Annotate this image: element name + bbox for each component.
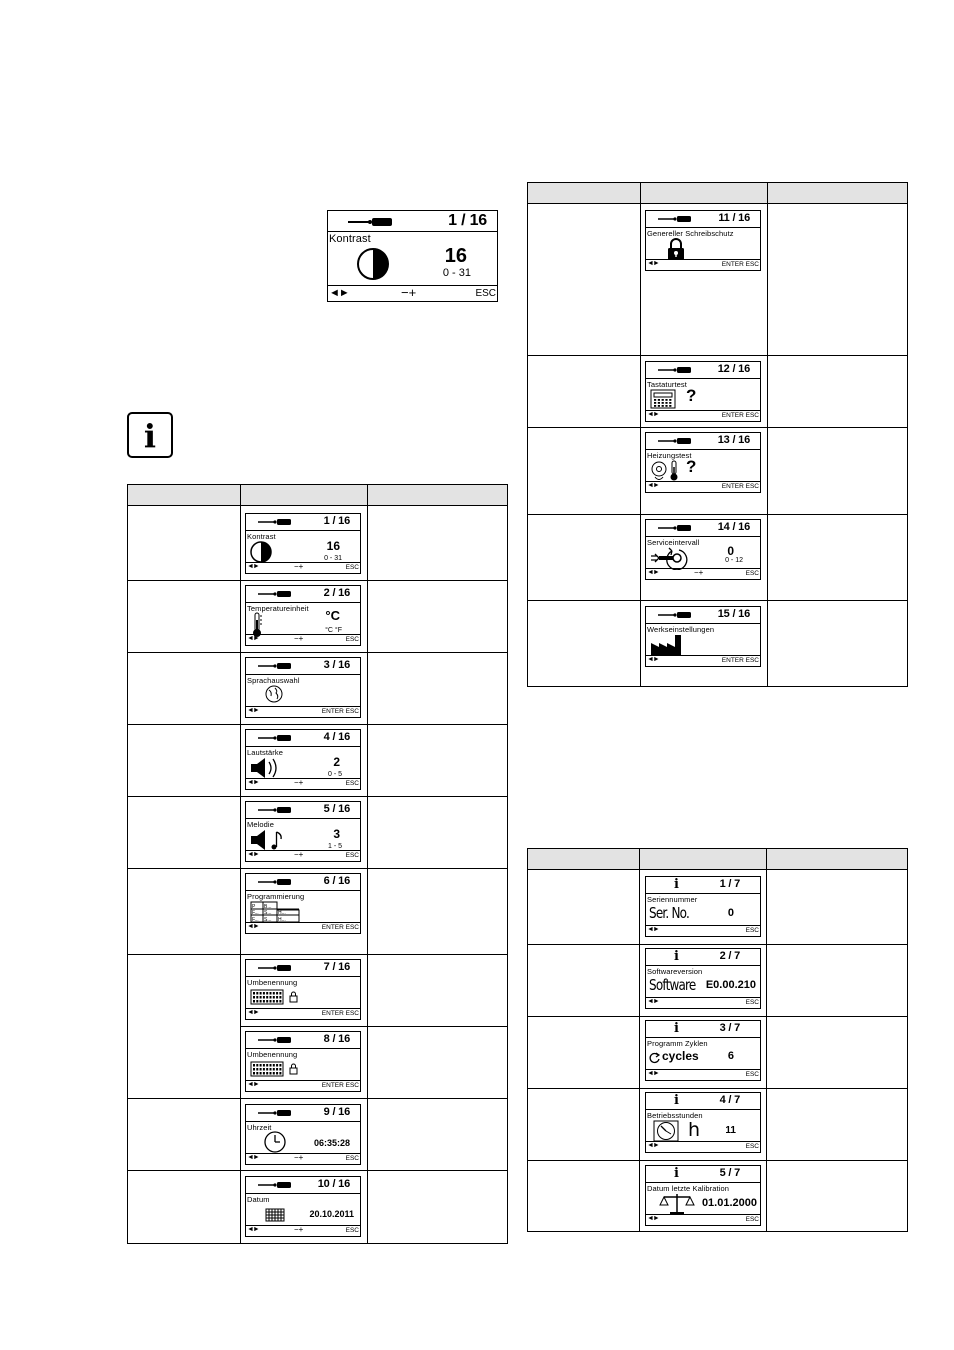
svg-text:B...: B...: [264, 904, 272, 910]
screen-value: 0: [727, 544, 734, 558]
screen-number: 1 / 7: [719, 878, 740, 890]
info-screen: [645, 1020, 761, 1081]
esc-key[interactable]: ESC: [745, 927, 759, 934]
info-icon: i: [674, 1093, 679, 1108]
screen-value: 06:35:28: [313, 1138, 350, 1148]
screen-value: 11: [725, 1125, 736, 1136]
screen-number: 11 / 16: [718, 212, 750, 224]
screen-value: 01.01.2000: [701, 1197, 757, 1209]
info-screen: [645, 876, 761, 937]
screen-title: Betriebsstunden: [647, 1111, 703, 1120]
display-footer: [328, 285, 497, 301]
screen-footer: [246, 1080, 360, 1091]
screen-number: 15 / 16: [717, 608, 750, 620]
screen-header: [646, 433, 760, 450]
action-keys[interactable]: ENTER ESC: [721, 483, 759, 490]
svg-text:S...: S...: [264, 917, 272, 923]
screen-number: 14 / 16: [717, 521, 750, 533]
screen-footer: [646, 568, 760, 579]
tool-icon: [258, 735, 292, 741]
tool-icon: [258, 807, 292, 813]
display-number: 1 / 16: [448, 212, 487, 229]
tool-icon: [258, 663, 292, 669]
nav-arrows[interactable]: ◄►: [647, 1070, 659, 1077]
svg-text:S...: S...: [264, 910, 272, 916]
screen-header: [646, 362, 760, 379]
screen-number: 8 / 16: [323, 1033, 350, 1045]
screen-value: 2: [333, 755, 340, 769]
nav-arrows[interactable]: ◄►: [329, 287, 349, 299]
screen-title: Werkseinstellungen: [647, 625, 715, 634]
action-keys[interactable]: ESC: [345, 1227, 359, 1234]
screen-header: [646, 1166, 760, 1183]
settings-screen: [245, 1104, 361, 1165]
screen-footer: [246, 1008, 360, 1019]
tool-icon: [258, 879, 292, 885]
screen-value: 0: [727, 907, 734, 919]
screen-title: Umbenennung: [247, 1050, 298, 1059]
settings-screen: [245, 801, 361, 862]
tool-icon: [258, 1037, 292, 1043]
screen-title: Uhrzeit: [247, 1123, 272, 1132]
screen-footer: [646, 997, 760, 1008]
tool-icon: [658, 367, 692, 373]
screen-title: Kontrast: [247, 532, 276, 541]
program-grid-icon: [249, 900, 301, 924]
screen-footer: [246, 922, 360, 933]
screen-number: 9 / 16: [323, 1106, 350, 1118]
nav-arrows[interactable]: ◄►: [647, 926, 659, 933]
scale-icon: [658, 1192, 696, 1216]
contrast-icon: [356, 247, 390, 281]
screen-number: 13 / 16: [717, 434, 750, 446]
screen-number: 7 / 16: [323, 961, 350, 973]
display-header: [328, 211, 497, 232]
screen-footer: [246, 706, 360, 717]
screen-title: Lautstärke: [247, 748, 284, 757]
svg-text:H...: H...: [278, 917, 286, 923]
action-keys[interactable]: ENTER ESC: [321, 924, 359, 931]
tool-icon: [258, 1110, 292, 1116]
settings-screen: [645, 361, 761, 422]
action-keys[interactable]: ENTER ESC: [721, 657, 759, 664]
action-keys[interactable]: ESC: [345, 1155, 359, 1162]
table-header: [128, 485, 507, 506]
esc-key[interactable]: ESC: [475, 288, 496, 299]
globe-icon: [264, 684, 284, 704]
settings-screen: [245, 657, 361, 718]
screen-range: 1 - 5: [327, 843, 342, 850]
screen-number: 3 / 7: [719, 1022, 740, 1034]
contrast-icon: [249, 540, 273, 564]
heater-icon: [650, 459, 684, 483]
nav-arrows[interactable]: ◄►: [647, 569, 659, 576]
info-icon: i: [674, 949, 679, 964]
esc-key[interactable]: ESC: [745, 999, 759, 1006]
nav-arrows[interactable]: ◄►: [647, 998, 659, 1005]
screen-footer: [246, 778, 360, 789]
nav-arrows[interactable]: ◄►: [247, 1009, 259, 1016]
info-icon: i: [674, 1021, 679, 1036]
screen-label: h: [688, 1119, 701, 1141]
screen-header: [246, 1177, 360, 1194]
tool-icon: [258, 519, 292, 525]
screen-number: 1 / 16: [323, 515, 350, 527]
esc-key[interactable]: ESC: [745, 1216, 759, 1223]
screen-header: [646, 1021, 760, 1038]
screen-title: Genereller Schreibschutz: [647, 229, 734, 238]
screen-header: [646, 877, 760, 894]
screen-footer: [246, 562, 360, 573]
screen-title: Datum letzte Kalibration: [647, 1184, 730, 1193]
screen-value: ?: [686, 457, 697, 476]
nav-arrows[interactable]: ◄►: [247, 563, 259, 570]
screen-label: Ser. No.: [649, 904, 689, 922]
screen-value: ?: [686, 386, 697, 405]
esc-key[interactable]: ESC: [745, 1071, 759, 1078]
screen-header: [646, 607, 760, 624]
screen-number: 5 / 16: [323, 803, 350, 815]
screen-title: Heizungstest: [647, 451, 692, 460]
screen-title: Melodie: [247, 820, 274, 829]
screen-range: 0 - 31: [324, 555, 342, 562]
display-range: 0 - 31: [442, 267, 471, 279]
nav-arrows[interactable]: ◄►: [247, 635, 259, 642]
info-screen: [645, 948, 761, 1009]
settings-screen: [645, 519, 761, 580]
settings-screen: [245, 513, 361, 574]
keypad-icon: [649, 388, 677, 410]
screen-value: 3: [333, 827, 340, 841]
settings-screen: [245, 1176, 361, 1237]
screen-header: [246, 1032, 360, 1049]
factory-icon: [649, 633, 685, 657]
settings-screen: [245, 873, 361, 934]
tool-icon: [258, 1182, 292, 1188]
action-keys[interactable]: ENTER ESC: [721, 412, 759, 419]
calendar-icon: [264, 1207, 286, 1223]
screen-footer: [246, 634, 360, 645]
settings-screen: [645, 606, 761, 667]
screen-value: 20.10.2011: [309, 1209, 354, 1219]
main-display: [327, 210, 498, 302]
clock-icon: [262, 1129, 288, 1155]
cycles-icon: [649, 1052, 661, 1064]
screen-footer: [646, 410, 760, 421]
nav-arrows[interactable]: ◄►: [247, 779, 259, 786]
table-header: [528, 849, 907, 870]
nav-arrows[interactable]: ◄►: [647, 1215, 659, 1222]
display-value: 16: [444, 245, 467, 267]
svg-text:F...: F...: [252, 910, 259, 916]
tool-icon: [658, 438, 692, 444]
screen-range: 0 - 5: [327, 771, 342, 778]
melody-icon: [249, 828, 289, 852]
screen-number: 10 / 16: [317, 1178, 350, 1190]
screen-footer: [246, 1153, 360, 1164]
screen-footer: [646, 925, 760, 936]
settings-screen: [245, 959, 361, 1020]
action-keys[interactable]: ENTER ESC: [721, 261, 759, 268]
action-keys[interactable]: ESC: [345, 852, 359, 859]
screen-footer: [646, 259, 760, 270]
screen-title: Datum: [247, 1195, 270, 1204]
adjust-control[interactable]: −+: [294, 1225, 304, 1234]
screen-header: [646, 1093, 760, 1110]
tool-icon: [658, 216, 692, 222]
keyboard-lock-icon: [249, 988, 305, 1006]
screen-footer: [646, 1069, 760, 1080]
screen-number: 4 / 7: [719, 1094, 740, 1106]
adjust-control[interactable]: −+: [294, 778, 304, 787]
settings-screen: [645, 210, 761, 271]
screen-title: Serviceintervall: [647, 538, 700, 547]
esc-key[interactable]: ESC: [745, 1143, 759, 1150]
screen-value: 6: [727, 1050, 734, 1062]
settings-screen: [245, 1031, 361, 1092]
screen-footer: [646, 1141, 760, 1152]
screen-footer: [246, 1225, 360, 1236]
svg-text:F...: F...: [252, 917, 259, 923]
nav-arrows[interactable]: ◄►: [647, 656, 659, 663]
adjust-control[interactable]: −+: [294, 850, 304, 859]
action-keys[interactable]: ESC: [345, 564, 359, 571]
screen-value: °C: [325, 608, 340, 623]
lock-icon: [665, 237, 687, 261]
adjust-control[interactable]: −+: [694, 568, 704, 577]
screen-title: Seriennummer: [647, 895, 698, 904]
info-screen: [645, 1165, 761, 1226]
screen-value: E0.00.210: [705, 979, 756, 991]
nav-arrows[interactable]: ◄►: [247, 851, 259, 858]
action-keys[interactable]: ENTER ESC: [321, 1082, 359, 1089]
settings-screen: [245, 729, 361, 790]
tool-icon: [258, 965, 292, 971]
adjust-control[interactable]: −+: [401, 285, 417, 300]
wrench-icon: [649, 546, 693, 570]
screen-title: Programm Zyklen: [647, 1039, 708, 1048]
screen-number: 2 / 7: [719, 950, 740, 962]
nav-arrows[interactable]: ◄►: [247, 1081, 259, 1088]
action-keys[interactable]: ENTER ESC: [321, 1010, 359, 1017]
screen-header: [646, 949, 760, 966]
screen-label: Software: [649, 976, 696, 994]
info-screen: [645, 1092, 761, 1153]
screen-header: [246, 874, 360, 891]
screen-title: Tastaturtest: [647, 380, 687, 389]
screen-header: [246, 658, 360, 675]
adjust-control[interactable]: −+: [294, 562, 304, 571]
nav-arrows[interactable]: ◄►: [647, 482, 659, 489]
settings-screen: [245, 585, 361, 646]
screen-header: [246, 1105, 360, 1122]
action-keys[interactable]: ENTER ESC: [321, 708, 359, 715]
screen-title: Umbenennung: [247, 978, 298, 987]
screen-label: cycles: [662, 1049, 699, 1063]
tool-icon: [348, 218, 394, 226]
screen-number: 12 / 16: [717, 363, 750, 375]
svg-text:P: P: [252, 904, 256, 910]
info-icon: i: [674, 1166, 679, 1181]
nav-arrows[interactable]: ◄►: [247, 923, 259, 930]
settings-screen: [645, 432, 761, 493]
nav-arrows[interactable]: ◄►: [247, 707, 259, 714]
action-keys[interactable]: ESC: [345, 636, 359, 643]
screen-footer: [646, 1214, 760, 1225]
screen-number: 6 / 16: [323, 875, 350, 887]
svg-text:H...: H...: [278, 910, 286, 916]
info-icon: i: [674, 877, 679, 892]
nav-arrows[interactable]: ◄►: [247, 1154, 259, 1161]
screen-footer: [646, 655, 760, 666]
screen-header: [246, 960, 360, 977]
nav-arrows[interactable]: ◄►: [647, 260, 659, 267]
screen-header: [246, 730, 360, 747]
nav-arrows[interactable]: ◄►: [247, 1226, 259, 1233]
screen-header: [246, 586, 360, 603]
adjust-control[interactable]: −+: [294, 1153, 304, 1162]
screen-header: [646, 211, 760, 228]
keyboard-lock-icon: [249, 1060, 305, 1078]
screen-footer: [246, 850, 360, 861]
screen-title: Softwareversion: [647, 967, 703, 976]
screen-range: 0 - 12: [725, 557, 743, 564]
screen-range: °C °F: [325, 627, 342, 634]
display-title: Kontrast: [329, 233, 371, 245]
adjust-control[interactable]: −+: [294, 634, 304, 643]
screen-number: 2 / 16: [323, 587, 350, 599]
table-header: [528, 183, 907, 204]
speaker-icon: [249, 756, 283, 780]
screen-number: 5 / 7: [719, 1167, 740, 1179]
action-keys[interactable]: ESC: [745, 570, 759, 577]
nav-arrows[interactable]: ◄►: [647, 1142, 659, 1149]
nav-arrows[interactable]: ◄►: [647, 411, 659, 418]
tool-icon: [658, 525, 692, 531]
screen-number: 4 / 16: [323, 731, 350, 743]
screen-title: Temperatureinheit: [247, 604, 309, 613]
tool-icon: [658, 612, 692, 618]
tool-icon: [258, 591, 292, 597]
action-keys[interactable]: ESC: [345, 780, 359, 787]
screen-header: [646, 520, 760, 537]
screen-title: Programmierung: [247, 892, 305, 901]
info-icon: i: [127, 412, 173, 458]
screen-value: 16: [326, 539, 340, 553]
hours-clock-icon: [652, 1119, 680, 1143]
screen-header: [246, 802, 360, 819]
screen-footer: [646, 481, 760, 492]
screen-header: [246, 514, 360, 531]
screen-number: 3 / 16: [323, 659, 350, 671]
screen-title: Sprachauswahl: [247, 676, 300, 685]
